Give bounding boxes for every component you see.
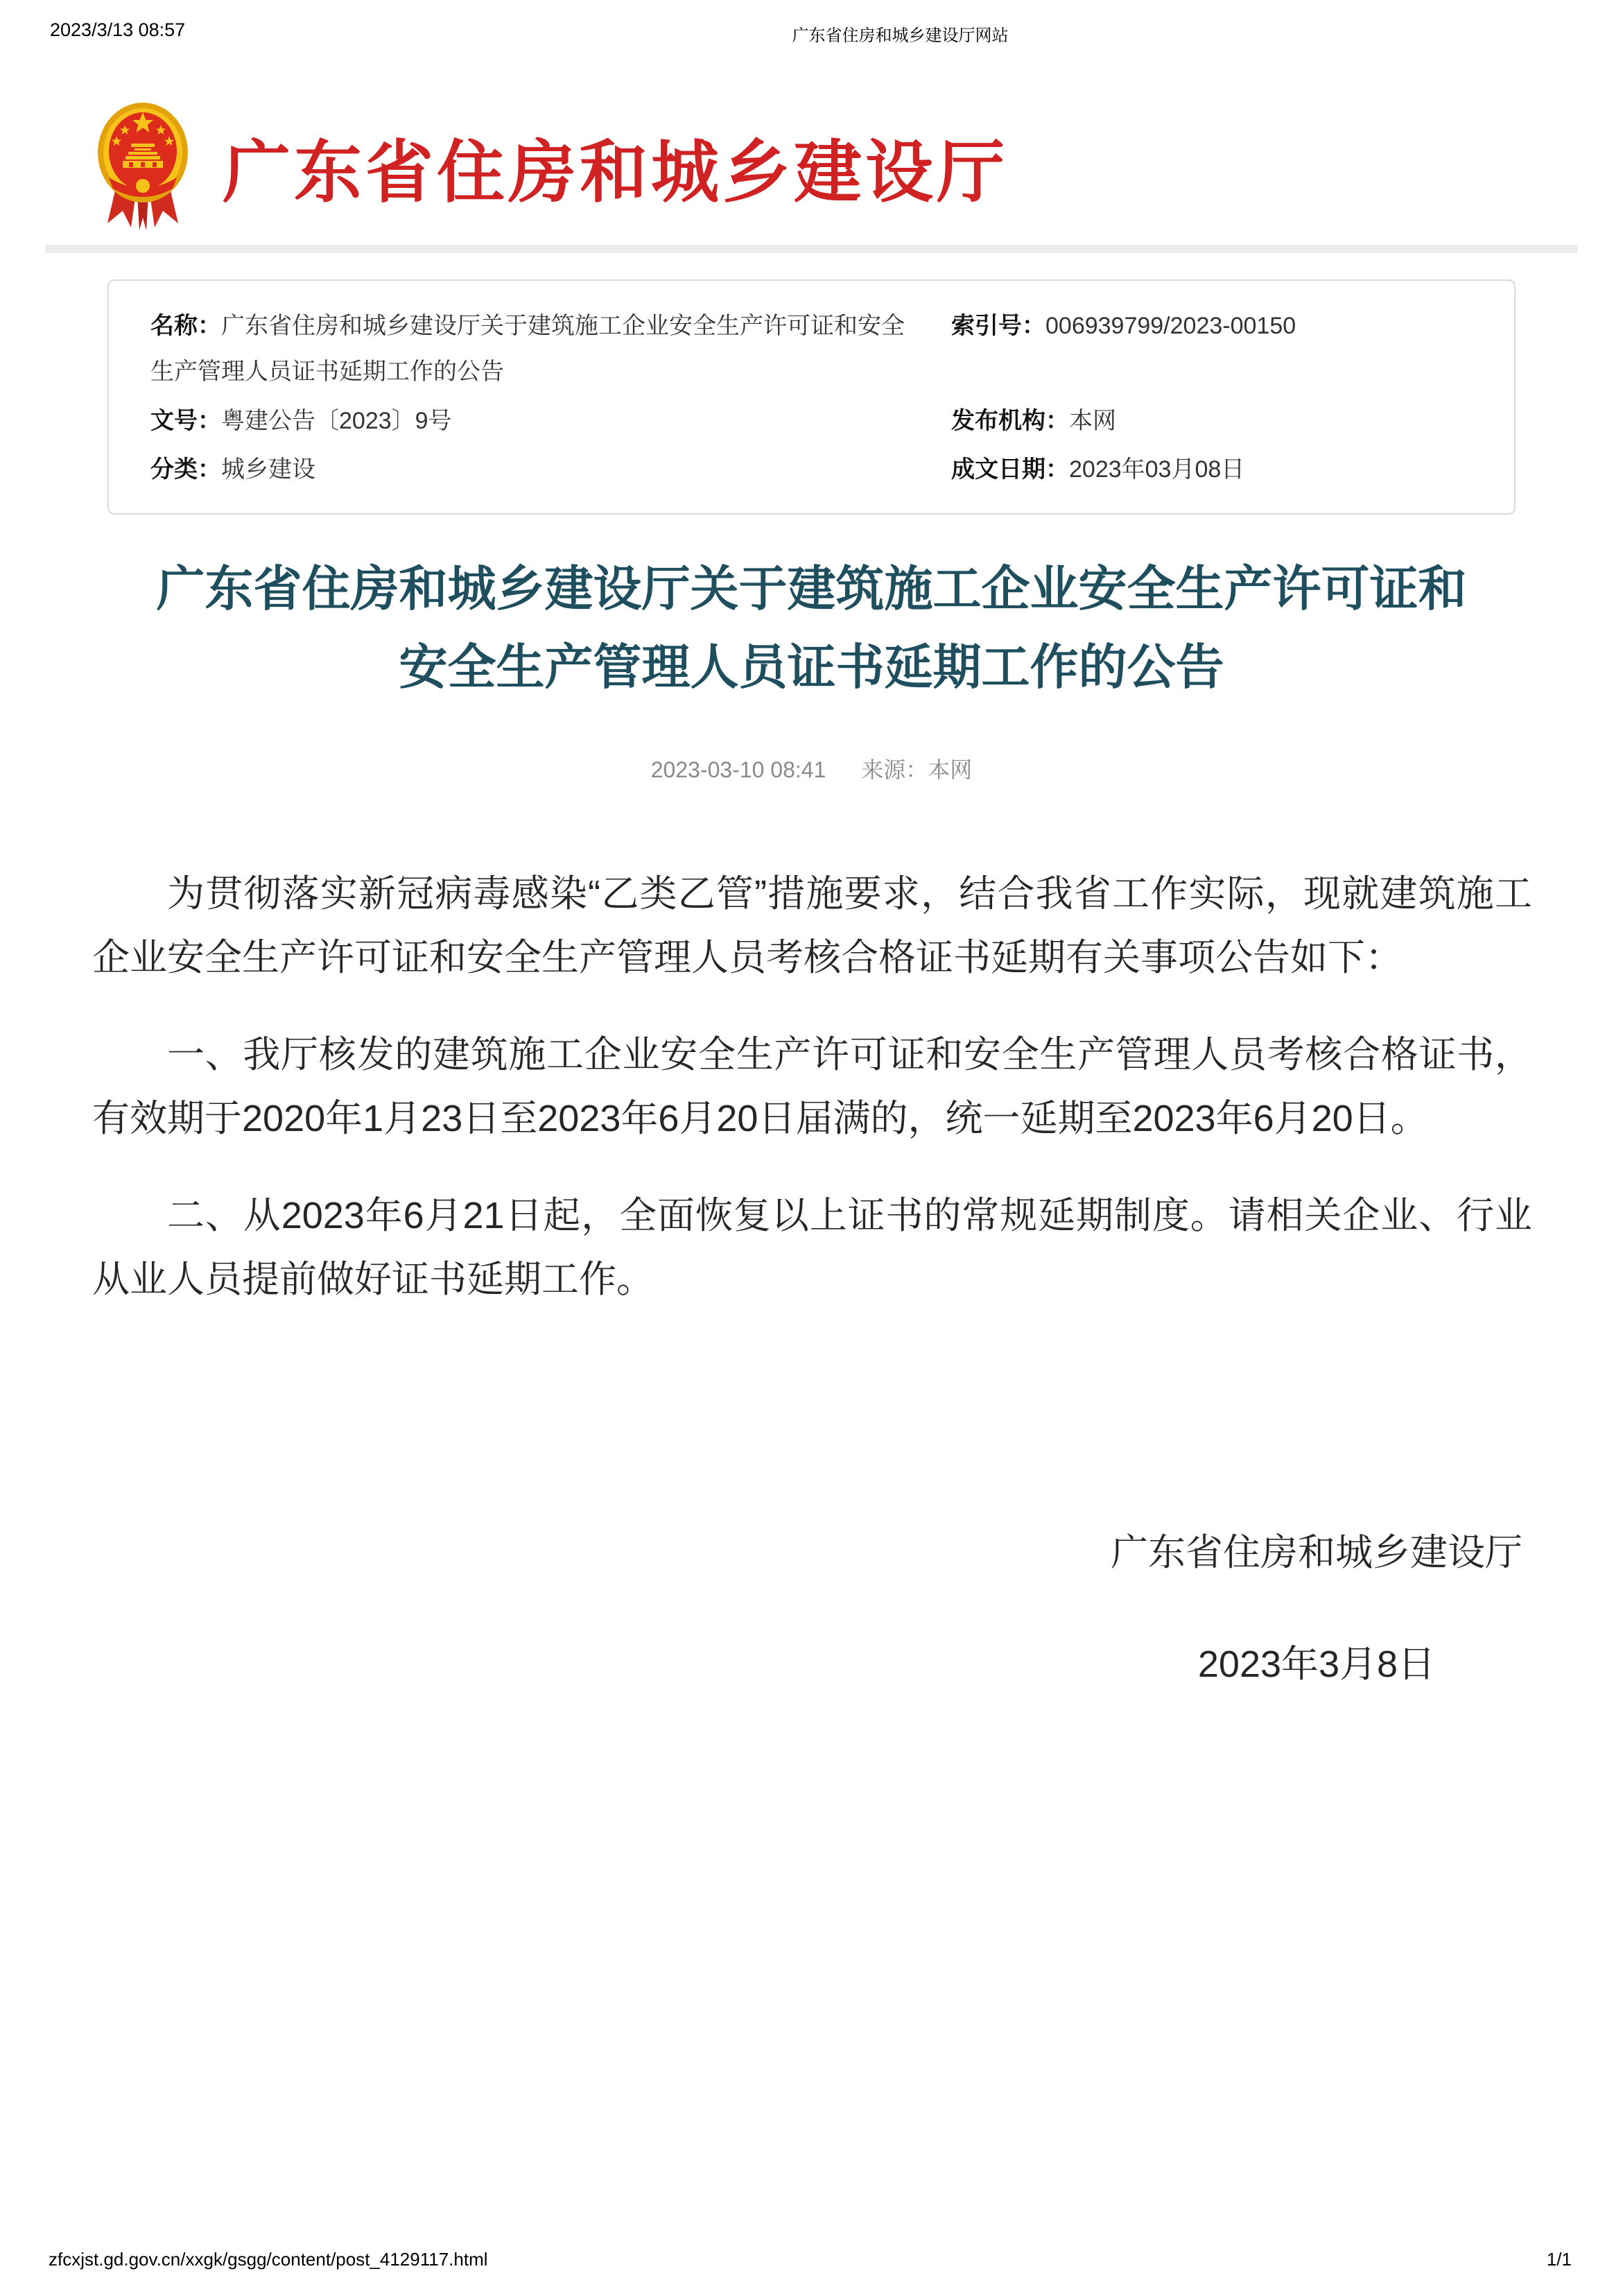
info-field-title (150, 303, 951, 395)
print-footer (49, 2249, 1572, 2270)
doc-info-grid (150, 303, 1473, 492)
info-field-category-label: 分类： (150, 456, 221, 483)
article-body (92, 862, 1532, 1311)
print-timestamp: 2023/3/13 08:57 (50, 19, 186, 40)
info-field-index-number (951, 303, 1473, 349)
footer-page-indicator: 1/1 (1546, 2249, 1572, 2270)
info-field-doc-number-label: 文号： (150, 407, 221, 434)
source-label: 来源：本网 (861, 757, 973, 782)
print-header (50, 19, 1573, 47)
article-paragraph: 一、我厅核发的建筑施工企业安全生产许可证和安全生产管理人员考核合格证书，有效期于2020年1月23日至2023年6月20日届满的，统一延期至2023年6月20日。 (92, 1034, 1532, 1139)
info-field-doc-number (150, 398, 951, 444)
info-field-publisher-value: 本网 (1069, 407, 1116, 434)
print-site-title: 广东省住房和城乡建设厅网站 (792, 26, 1009, 45)
info-field-doc-number-value: 粤建公告〔2023〕9号 (221, 407, 452, 434)
national-emblem-icon (95, 100, 191, 233)
info-field-date-value: 2023年03月08日 (1069, 456, 1245, 483)
article-title-line-1: 广东省住房和城乡建设厅关于建筑施工企业安全生产许可证和 (156, 562, 1467, 616)
info-field-date (951, 447, 1473, 492)
info-field-publisher (951, 398, 1473, 444)
article-title (92, 550, 1531, 707)
publish-datetime: 2023-03-10 08:41 (650, 757, 826, 782)
info-field-category (150, 447, 951, 492)
doc-info-box (107, 279, 1516, 515)
footer-url: zfcxjst.gd.gov.cn/xxgk/gsgg/content/post_4129117.html (49, 2249, 488, 2270)
site-banner (45, 97, 1578, 236)
info-field-category-value: 城乡建设 (221, 456, 315, 483)
signature-date: 2023年3月8日 (1197, 1643, 1436, 1685)
signature-block (1111, 1523, 1522, 1688)
article-meta (0, 752, 1623, 784)
article-paragraph: 二、从2023年6月21日起，全面恢复以上证书的常规延期制度。请相关企业、行业从业人员提前做好证书延期工作。 (92, 1195, 1532, 1300)
article-paragraph: 为贯彻落实新冠病毒感染“乙类乙管”措施要求，结合我省工作实际，现就建筑施工企业安全生产许可证和安全生产管理人员考核合格证书延期有关事项公告如下： (92, 873, 1532, 978)
info-field-index-number-value: 006939799/2023-00150 (1045, 313, 1296, 339)
department-title: 广东省住房和城乡建设厅 (223, 133, 1009, 210)
banner-divider (45, 245, 1578, 253)
signature-department: 广东省住房和城乡建设厅 (1111, 1532, 1522, 1573)
info-field-date-label: 成文日期： (951, 456, 1069, 483)
info-field-title-value: 广东省住房和城乡建设厅关于建筑施工企业安全生产许可证和安全生产管理人员证书延期工作的公告 (150, 313, 905, 386)
article-title-line-2: 安全生产管理人员证书延期工作的公告 (399, 640, 1224, 695)
info-field-index-number-label: 索引号： (951, 313, 1045, 339)
info-field-publisher-label: 发布机构： (951, 407, 1069, 434)
signature-inner (1111, 1523, 1522, 1688)
info-field-title-label: 名称： (150, 313, 221, 339)
